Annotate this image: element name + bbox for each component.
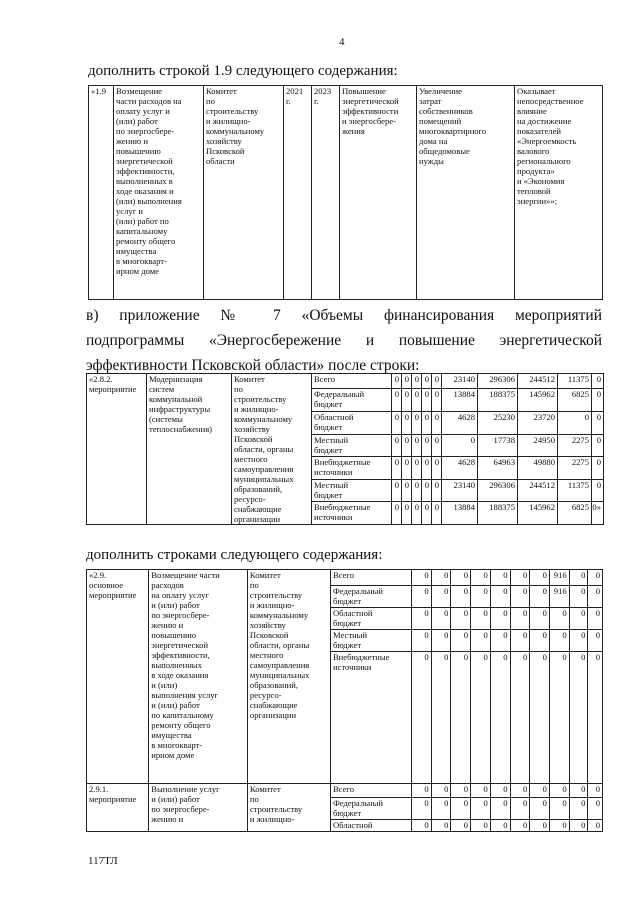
value-cell: 64963 [478, 457, 518, 480]
value-cell: 0 [411, 608, 431, 630]
value-cell: 0 [392, 434, 402, 457]
value-cell: 916 [549, 570, 569, 586]
value-cell: 0 [549, 784, 569, 798]
value-cell: 0 [392, 502, 402, 525]
heading-add-row-1-9: дополнить строкой 1.9 следующего содержания: [88, 63, 398, 79]
value-cell: 0 [411, 630, 431, 652]
page-number: 4 [339, 36, 345, 48]
value-cell: 0 [402, 457, 412, 480]
value-cell: 23140 [442, 479, 478, 502]
value-cell: 0 [411, 570, 431, 586]
value-cell: 0 [490, 630, 510, 652]
cell-c1: «2.8.2. мероприятие [87, 374, 147, 525]
value-cell: 49880 [518, 457, 558, 480]
value-cell: 0 [402, 374, 412, 389]
source-label: Местный бюджет [330, 630, 411, 652]
value-cell: 0 [412, 434, 422, 457]
value-cell: 2275 [558, 457, 592, 480]
cell-c2: Модернизация систем коммунальной инфраструктуры (системы теплоснабжения) [147, 374, 232, 525]
value-cell: 0 [471, 652, 491, 784]
value-cell: 0 [530, 798, 550, 820]
value-cell: 188375 [478, 502, 518, 525]
value-cell: 188375 [478, 389, 518, 412]
cell: Возмещение части расходов на оплату услуг и (или) работ по энергосбере- жению и повышению энергетической эффективности, выполненных в ходе оказания и (или) выполнения услуг и (или) работ по капитальному ремонту общего имущества в многокварт- ирном доме [114, 86, 204, 300]
value-cell: 0 [471, 820, 491, 832]
value-cell: 0 [490, 608, 510, 630]
value-cell: 0 [510, 630, 530, 652]
value-cell: 296306 [478, 374, 518, 389]
value-cell: 0 [471, 630, 491, 652]
value-cell: 0 [510, 570, 530, 586]
value-cell: 0 [588, 784, 603, 798]
value-cell: 0 [549, 820, 569, 832]
source-label: Местный бюджет [312, 479, 392, 502]
value-cell: 0 [530, 570, 550, 586]
cell: 2023 г. [312, 86, 340, 300]
value-cell: 24950 [518, 434, 558, 457]
cell: Повышение энергетической эффективности и энергосбере- жения [340, 86, 417, 300]
table-row-2-8-2 [86, 373, 604, 525]
value-cell: 0 [588, 630, 603, 652]
value-cell: 244512 [518, 374, 558, 389]
value-cell: 0 [471, 570, 491, 586]
value-cell: 0 [588, 608, 603, 630]
value-cell: 13884 [442, 502, 478, 525]
value-cell: 0 [412, 479, 422, 502]
table-row [87, 570, 603, 586]
value-cell: 0 [422, 502, 432, 525]
cell: «1.9 [89, 86, 114, 300]
cell-c3: Комитет по строительству и жилищно- коммунальному хозяйству Псковской области, органы местного самоуправления муниципальных образований, ресурсо- снабжающие организации [232, 374, 312, 525]
value-cell: 0 [431, 798, 451, 820]
value-cell: 0 [471, 784, 491, 798]
value-cell: 0 [592, 374, 604, 389]
value-cell: 0 [432, 434, 442, 457]
value-cell: 0 [588, 570, 603, 586]
value-cell: 0 [588, 820, 603, 832]
value-cell: 0 [510, 798, 530, 820]
cell-c2: Возмещение части расходов на оплату услуг и (или) работ по энергосбере- жению и повышению энергетической эффективности, выполненных в ходе оказания и (или) выполнения услуг и (или) работ по капитальному ремонту общего имущества в многокварт- ирном доме [149, 570, 248, 784]
source-label: Внебюджетные источники [312, 457, 392, 480]
value-cell: 0 [592, 389, 604, 412]
value-cell: 0 [451, 784, 471, 798]
value-cell: 0 [411, 784, 431, 798]
value-cell: 0 [592, 434, 604, 457]
value-cell: 0 [402, 434, 412, 457]
value-cell: 4628 [442, 457, 478, 480]
value-cell: 23140 [442, 374, 478, 389]
value-cell: 25230 [478, 412, 518, 435]
value-cell: 6825 [558, 389, 592, 412]
source-label: Федеральный бюджет [330, 798, 411, 820]
value-cell: 0 [411, 652, 431, 784]
value-cell: 0 [510, 586, 530, 608]
value-cell: 0 [451, 608, 471, 630]
cell-c3: Комитет по строительству и жилищно- [247, 784, 330, 832]
value-cell: 0 [549, 798, 569, 820]
value-cell: 0 [392, 389, 402, 412]
value-cell: 0 [451, 820, 471, 832]
value-cell: 13884 [442, 389, 478, 412]
value-cell: 0 [422, 389, 432, 412]
value-cell: 0 [530, 652, 550, 784]
value-cell: 0 [451, 630, 471, 652]
value-cell: 0 [558, 412, 592, 435]
value-cell: 0 [451, 798, 471, 820]
value-cell: 0 [510, 784, 530, 798]
source-label: Внебюджетные источники [330, 652, 411, 784]
value-cell: 4628 [442, 412, 478, 435]
value-cell: 0 [592, 457, 604, 480]
value-cell: 145962 [518, 389, 558, 412]
value-cell: 0 [588, 652, 603, 784]
value-cell: 23720 [518, 412, 558, 435]
source-label: Федеральный бюджет [312, 389, 392, 412]
value-cell: 0 [432, 457, 442, 480]
value-cell: 0 [569, 630, 588, 652]
paragraph-appendix-7 [86, 303, 602, 378]
value-cell: 6825 [558, 502, 592, 525]
value-cell: 0 [422, 434, 432, 457]
table-rows-2-9 [86, 569, 603, 832]
value-cell: 0 [588, 586, 603, 608]
value-cell: 0 [392, 374, 402, 389]
source-label: Всего [330, 570, 411, 586]
source-label: Федеральный бюджет [330, 586, 411, 608]
value-cell: 0 [412, 389, 422, 412]
value-cell: 0 [549, 652, 569, 784]
value-cell: 0 [411, 586, 431, 608]
value-cell: 0 [569, 798, 588, 820]
value-cell: 0 [490, 652, 510, 784]
value-cell: 0 [442, 434, 478, 457]
source-label: Внебюджетные источники [312, 502, 392, 525]
value-cell: 0 [431, 608, 451, 630]
value-cell: 0 [569, 652, 588, 784]
value-cell: 0 [530, 820, 550, 832]
value-cell: 0 [451, 570, 471, 586]
value-cell: 0 [432, 479, 442, 502]
table-row [87, 784, 603, 798]
value-cell: 0 [431, 630, 451, 652]
value-cell: 145962 [518, 502, 558, 525]
value-cell: 0 [588, 798, 603, 820]
cell-c1: 2.9.1. мероприятие [87, 784, 149, 832]
value-cell: 2275 [558, 434, 592, 457]
value-cell: 0 [402, 412, 412, 435]
value-cell: 0 [392, 457, 402, 480]
heading-add-rows: дополнить строками следующего содержания: [86, 547, 383, 563]
cell: 2021 г. [284, 86, 312, 300]
value-cell: 0 [510, 652, 530, 784]
value-cell: 0 [412, 457, 422, 480]
value-cell: 0 [569, 570, 588, 586]
value-cell: 0 [549, 608, 569, 630]
value-cell: 244512 [518, 479, 558, 502]
value-cell: 0 [451, 586, 471, 608]
value-cell: 0 [412, 374, 422, 389]
source-label: Всего [312, 374, 392, 389]
value-cell: 0 [490, 570, 510, 586]
value-cell: 0 [530, 608, 550, 630]
value-cell: 11375 [558, 479, 592, 502]
cell: Комитет по строительству и жилищно- коммунальному хозяйству Псковской области [204, 86, 284, 300]
value-cell: 0 [530, 784, 550, 798]
value-cell: 0 [431, 820, 451, 832]
value-cell: 0 [451, 652, 471, 784]
footer-code: 117ТЛ [88, 855, 118, 867]
value-cell: 0 [402, 389, 412, 412]
value-cell: 296306 [478, 479, 518, 502]
value-cell: 0 [432, 389, 442, 412]
value-cell: 0 [471, 608, 491, 630]
value-cell: 0 [422, 457, 432, 480]
value-cell: 0 [422, 374, 432, 389]
value-cell: 0 [392, 412, 402, 435]
value-cell: 0 [411, 798, 431, 820]
value-cell: 0 [569, 586, 588, 608]
value-cell: 11375 [558, 374, 592, 389]
table-row-1-9 [88, 85, 603, 300]
cell: Оказывает непосредственное влияние на достижение показателей «Энергоемкость валового регионального продукта» и «Экономия тепловой энергии»»; [515, 86, 603, 300]
value-cell: 0 [490, 784, 510, 798]
value-cell: 0 [431, 586, 451, 608]
source-label: Областной бюджет [312, 412, 392, 435]
value-cell: 0 [490, 820, 510, 832]
value-cell: 0 [432, 374, 442, 389]
value-cell: 17738 [478, 434, 518, 457]
value-cell: 0 [422, 479, 432, 502]
value-cell: 0 [490, 586, 510, 608]
value-cell: 0» [592, 502, 604, 525]
table-row [87, 374, 604, 389]
value-cell: 0 [530, 586, 550, 608]
cell-c2: Выполнение услуг и (или) работ по энергосбере- жению и [149, 784, 248, 832]
value-cell: 0 [411, 820, 431, 832]
value-cell: 0 [592, 479, 604, 502]
value-cell: 0 [432, 412, 442, 435]
cell-c1: «2.9. основное мероприятие [87, 570, 149, 784]
paragraph-line: в) приложение № 7 «Объемы финансирования мероприятий [86, 307, 602, 324]
value-cell: 0 [431, 784, 451, 798]
value-cell: 0 [392, 479, 402, 502]
value-cell: 0 [510, 608, 530, 630]
source-label: Областной бюджет [330, 608, 411, 630]
cell-c3: Комитет по строительству и жилищно- коммунальному хозяйству Псковской области, органы местного самоуправления муниципальных образований, ресурсо- снабжающие организации [247, 570, 330, 784]
value-cell: 0 [592, 412, 604, 435]
value-cell: 0 [569, 820, 588, 832]
value-cell: 0 [431, 570, 451, 586]
value-cell: 0 [471, 586, 491, 608]
value-cell: 0 [412, 502, 422, 525]
source-label: Областной [330, 820, 411, 832]
value-cell: 0 [432, 502, 442, 525]
value-cell: 0 [490, 798, 510, 820]
value-cell: 0 [431, 652, 451, 784]
table-row [89, 86, 603, 300]
value-cell: 0 [510, 820, 530, 832]
paragraph-line: эффективности Псковской области» после строки: [86, 357, 420, 374]
value-cell: 0 [569, 784, 588, 798]
value-cell: 0 [530, 630, 550, 652]
source-label: Местный бюджет [312, 434, 392, 457]
paragraph-line: подпрограммы «Энергосбережение и повышение энергетической [86, 332, 602, 349]
value-cell: 0 [422, 412, 432, 435]
value-cell: 0 [402, 502, 412, 525]
value-cell: 0 [569, 608, 588, 630]
cell: Увеличение затрат собственников помещений многоквартирного дома на общедомовые нужды [417, 86, 515, 300]
value-cell: 0 [412, 412, 422, 435]
value-cell: 916 [549, 586, 569, 608]
value-cell: 0 [471, 798, 491, 820]
source-label: Всего [330, 784, 411, 798]
value-cell: 0 [549, 630, 569, 652]
value-cell: 0 [402, 479, 412, 502]
